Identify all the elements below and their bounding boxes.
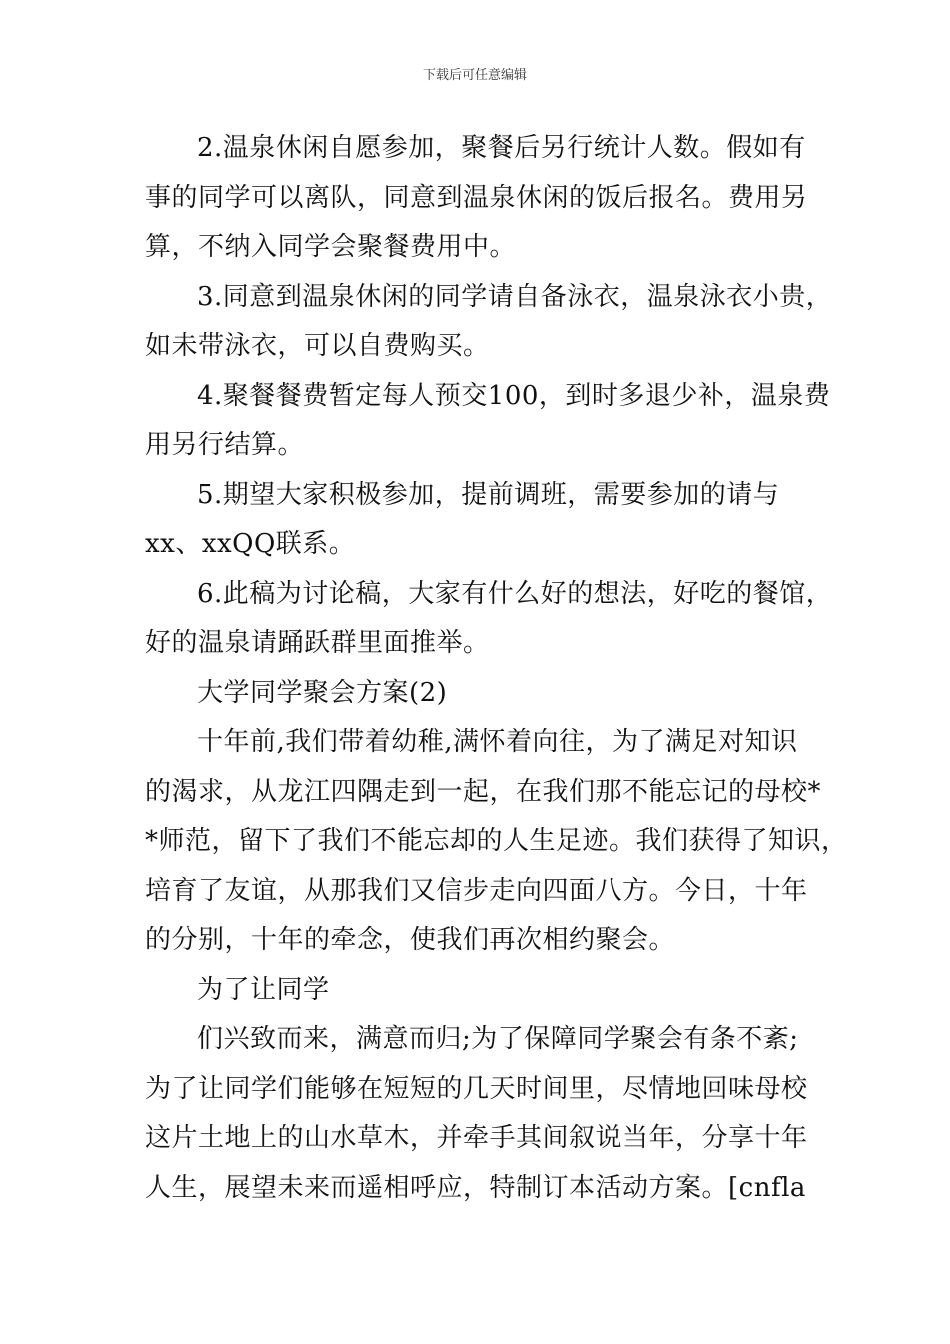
text-line: 用另行结算。 — [145, 430, 305, 460]
text-line: 为了让同学 — [197, 974, 330, 1005]
text-line: 3.同意到温泉休闲的同学请自备泳衣，温泉泳衣小贵， — [197, 281, 833, 312]
text-line: 的分别，十年的牵念，使我们再次相约聚会。 — [145, 925, 676, 955]
text-line: 为了让同学们能够在短短的几天时间里，尽情地回味母校 — [145, 1073, 808, 1104]
text-line: 培育了友谊，从那我们又信步走向四面八方。今日，十年 — [145, 875, 808, 906]
text-line: 6.此稿为讨论稿，大家有什么好的想法，好吃的餐馆， — [197, 578, 833, 609]
document-body — [145, 124, 848, 1213]
text-line: 这片土地上的山水草木，并牵手其间叙说当年，分享十年 — [145, 1123, 808, 1153]
text-line: 2.温泉休闲自愿参加，聚餐后另行统计人数。假如有 — [197, 133, 806, 163]
text-line: 如未带泳衣，可以自费购买。 — [145, 331, 490, 361]
text-line: *师范，留下了我们不能忘却的人生足迹。我们获得了知识， — [145, 826, 848, 856]
text-line: 们兴致而来，满意而归;为了保障同学聚会有条不紊; — [197, 1024, 799, 1054]
text-line: 4.聚餐餐费暂定每人预交100，到时多退少补，温泉费 — [197, 380, 831, 411]
text-line: 十年前,我们带着幼稚,满怀着向往，为了满足对知识 — [197, 727, 798, 757]
text-line: 的渴求，从龙江四隅走到一起，在我们那不能忘记的母校* — [145, 776, 822, 807]
text-line: 算，不纳入同学会聚餐费用中。 — [145, 232, 517, 262]
page-header: 下载后可任意编辑 — [422, 68, 527, 83]
text-line: 人生，展望未来而遥相呼应，特制订本活动方案。[cnfla — [145, 1172, 806, 1203]
text-line: 事的同学可以离队，同意到温泉休闲的饭后报名。费用另 — [145, 182, 808, 213]
text-line: xx、xxQQ联系。 — [145, 529, 356, 559]
text-line: 大学同学聚会方案(2) — [197, 677, 448, 708]
text-line: 5.期望大家积极参加，提前调班，需要参加的请与 — [197, 479, 780, 510]
text-line: 好的温泉请踊跃群里面推举。 — [145, 628, 490, 658]
